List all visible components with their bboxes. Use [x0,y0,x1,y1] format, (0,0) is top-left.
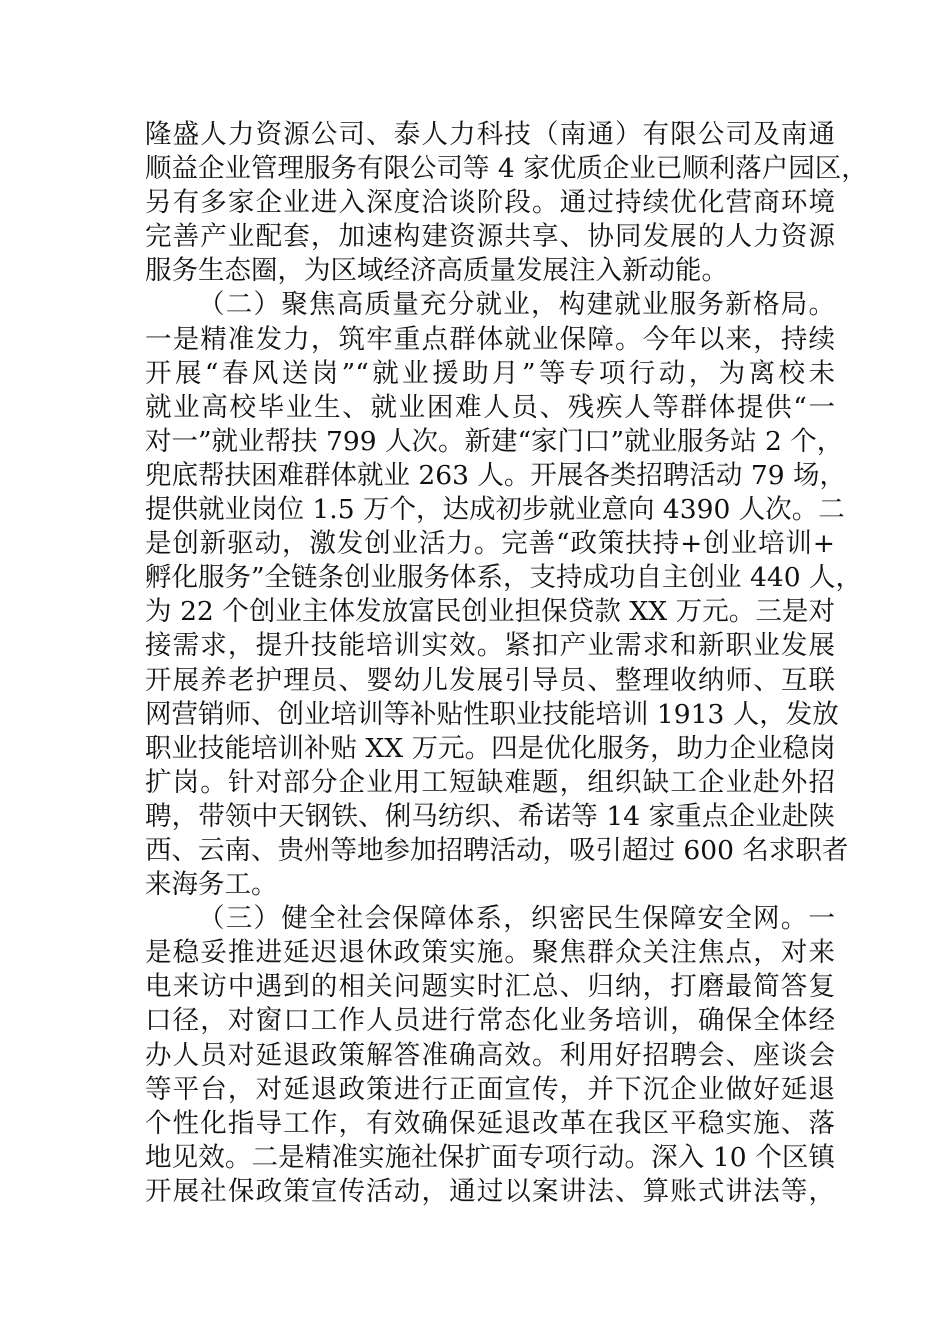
text-line: 来海务工。 [145,869,278,901]
text-line: 扩岗。针对部分企业用工短缺难题，组织缺工企业赴外招 [145,766,835,798]
text-line: 孵化服务”全链条创业服务体系，支持成功自主创业 440 人， [145,562,862,594]
section-heading-line: （三）健全社会保障体系，织密民生保障安全网。一 [198,903,835,935]
text-line: 聘，带领中天钢铁、俐马纺织、希诺等 14 家重点企业赴陕 [145,800,835,832]
text-line: 对一”就业帮扶 799 人次。新建“家门口”就业服务站 2 个， [145,425,844,457]
text-line: 是创新驱动，激发创业活力。完善“政策扶持+创业培训+ [145,528,835,560]
paragraph-3 [145,902,835,1209]
text-line: 办人员对延退政策解答准确高效。利用好招聘会、座谈会 [145,1039,835,1071]
text-line: 服务生态圈，为区域经济高质量发展注入新动能。 [145,255,728,287]
text-line: 另有多家企业进入深度洽谈阶段。通过持续优化营商环境 [145,187,835,219]
text-line: 完善产业配套，加速构建资源共享、协同发展的人力资源 [145,221,835,253]
text-line: 地见效。二是精准实施社保扩面专项行动。深入 10 个区镇 [145,1141,835,1173]
text-line: 西、云南、贵州等地参加招聘活动，吸引超过 600 名求职者 [145,834,849,866]
text-line: 是稳妥推进延迟退休政策实施。聚焦群众关注焦点，对来 [145,937,835,969]
text-line: 个性化指导工作，有效确保延退改革在我区平稳实施、落 [145,1107,835,1139]
text-line: 提供就业岗位 1.5 万个，达成初步就业意向 4390 人次。二 [145,494,845,526]
paragraph-2 [145,288,862,902]
text-line: 电来访中遇到的相关问题实时汇总、归纳，打磨最简答复 [145,971,835,1003]
text-line: 接需求，提升技能培训实效。紧扣产业需求和新职业发展 [145,630,835,662]
text-line: 就业高校毕业生、就业困难人员、残疾人等群体提供“一 [145,391,835,423]
section-heading-line: （二）聚焦高质量充分就业，构建就业服务新格局。 [198,289,835,321]
text-line: 开展社保政策宣传活动，通过以案讲法、算账式讲法等， [145,1175,835,1207]
text-line: 职业技能培训补贴 XX 万元。四是优化服务，助力企业稳岗 [145,732,836,764]
document-body [145,118,868,1209]
text-line: 等平台，对延退政策进行正面宣传，并下沉企业做好延退 [145,1073,835,1105]
paragraph-1 [145,118,868,288]
text-line: 开展养老护理员、婴幼儿发展引导员、整理收纳师、互联 [145,664,835,696]
text-line: 隆盛人力资源公司、泰人力科技（南通）有限公司及南通 [145,119,835,150]
text-line: 为 22 个创业主体发放富民创业担保贷款 XX 万元。三是对 [145,596,835,628]
text-line: 一是精准发力，筑牢重点群体就业保障。今年以来，持续 [145,323,835,355]
text-line: 兜底帮扶困难群体就业 263 人。开展各类招聘活动 79 场， [145,459,846,491]
text-line: 顺益企业管理服务有限公司等 4 家优质企业已顺利落户园区， [145,153,868,185]
text-line: 口径，对窗口工作人员进行常态化业务培训，确保全体经 [145,1005,835,1037]
text-line: 开展“春风送岗”“就业援助月”等专项行动，为离校未 [145,357,835,389]
text-line: 网营销师、创业培训等补贴性职业技能培训 1913 人，发放 [145,698,839,730]
